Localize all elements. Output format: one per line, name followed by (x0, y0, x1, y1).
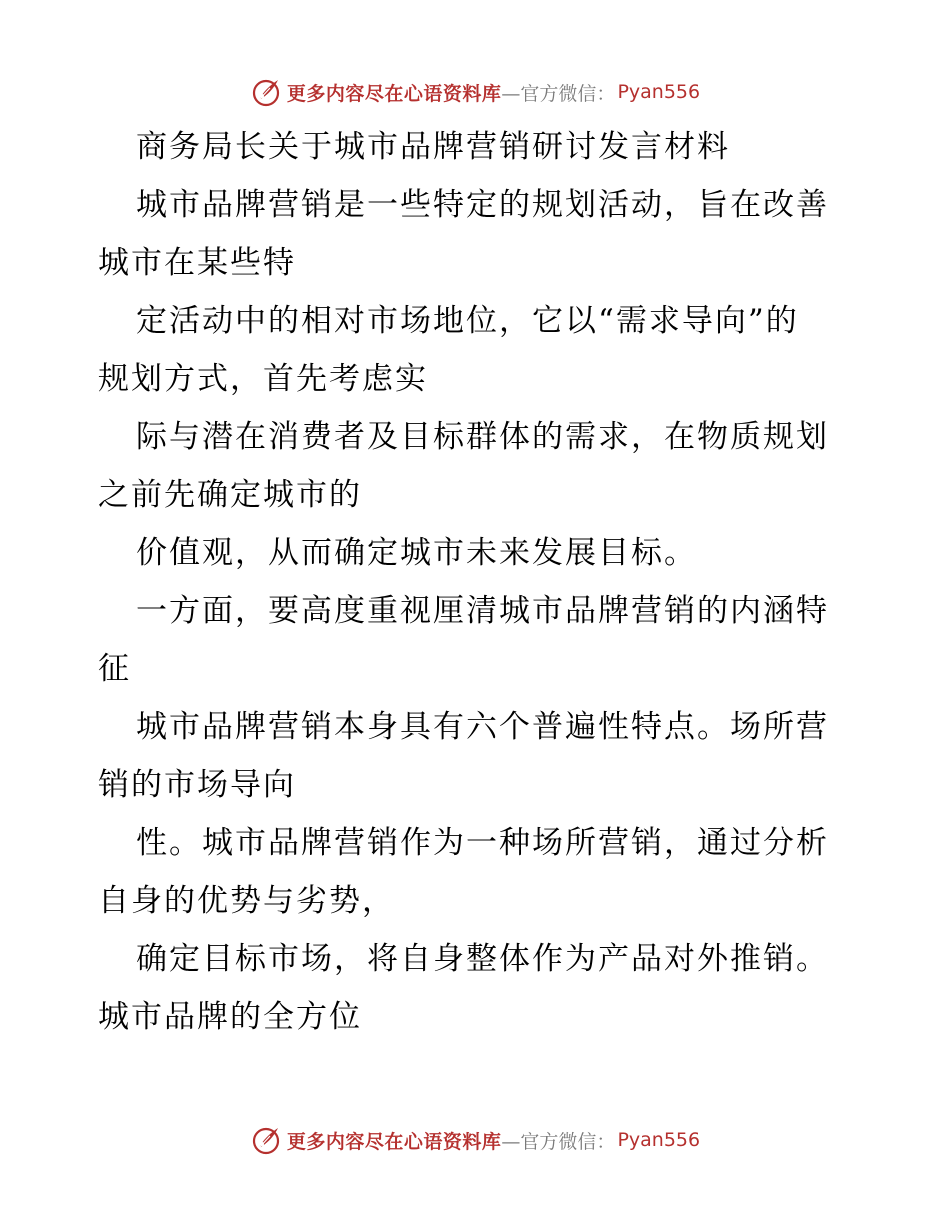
document-title: 商务局长关于城市品牌营销研讨发言材料 (136, 129, 730, 165)
document-body (98, 118, 858, 1046)
paragraph: 确定目标市场，将自身整体作为产品对外推销。 城市品牌的全方位 (98, 941, 829, 1035)
wechat-handle: Pyan556 (617, 1129, 701, 1151)
paragraph: 定活动中的相对市场地位，它以“需求导向”的 规划方式，首先考虑实 (98, 303, 799, 397)
paragraph: 性。城市品牌营销作为一种场所营销，通过分析 自身的优势与劣势， (98, 825, 829, 919)
footer-banner (0, 1120, 950, 1160)
promo-text: 更多内容尽在心语资料库 (286, 82, 502, 105)
paragraph: 城市品牌营销本身具有六个普遍性特点。场所营 销的市场导向 (98, 709, 829, 803)
wechat-handle: Pyan556 (617, 81, 701, 103)
promo-text: 更多内容尽在心语资料库 (286, 1130, 502, 1153)
official-wechat-label: —官方微信： (501, 82, 616, 105)
header-banner (0, 72, 950, 112)
feather-pen-logo-icon (250, 76, 282, 108)
feather-pen-logo-icon (250, 1124, 282, 1156)
paragraph: 城市品牌营销是一些特定的规划活动，旨在改善 城市在某些特 (98, 187, 829, 281)
paragraph: 一方面，要高度重视厘清城市品牌营销的内涵特 征 (98, 593, 829, 687)
official-wechat-label: —官方微信： (501, 1130, 616, 1153)
paragraph: 际与潜在消费者及目标群体的需求，在物质规划 之前先确定城市的 (98, 419, 829, 513)
paragraph: 价值观，从而确定城市未来发展目标。 (136, 535, 697, 571)
